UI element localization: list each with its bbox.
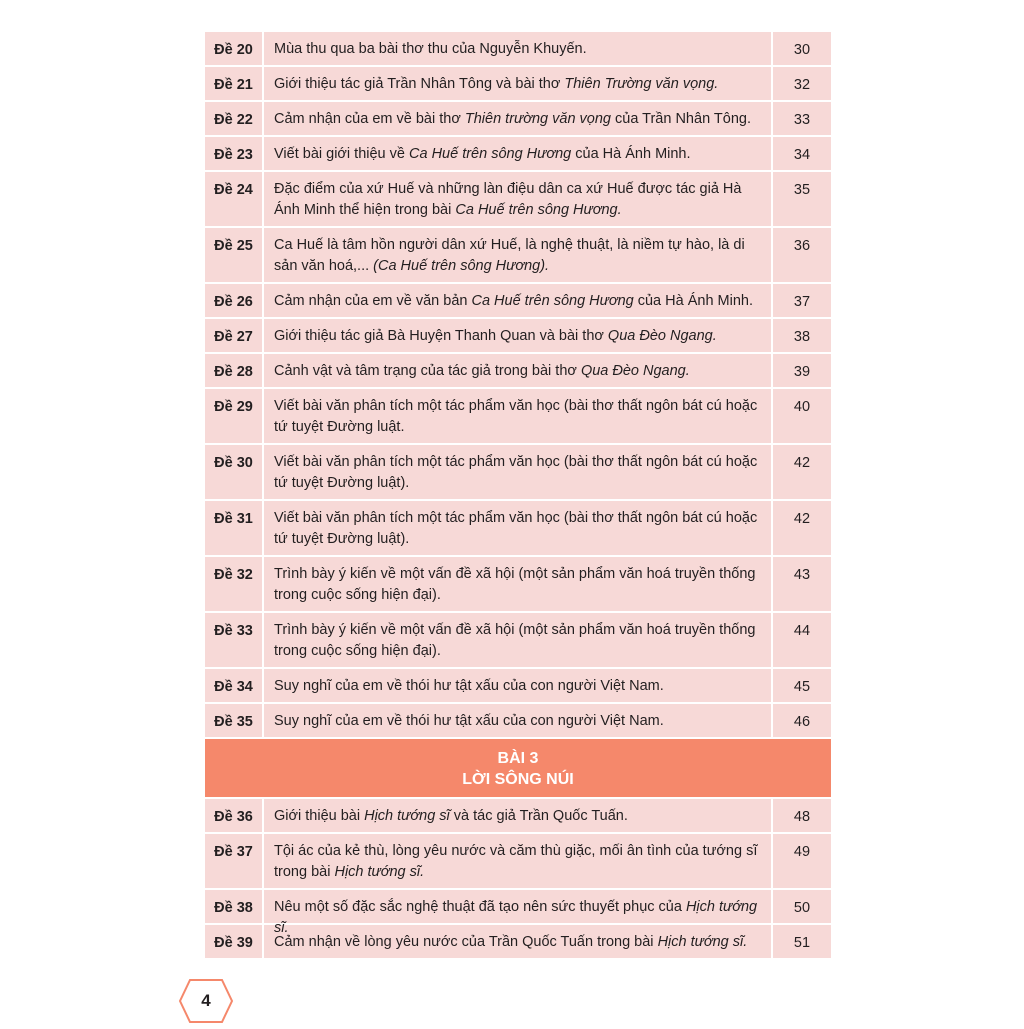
toc-row — [205, 67, 831, 102]
toc-page-number: 40 — [793, 399, 811, 415]
toc-exercise-number: Đề 21 — [214, 77, 253, 93]
toc-title — [262, 319, 773, 352]
table-of-contents — [205, 32, 831, 960]
toc-row — [205, 890, 831, 936]
toc-title-italic: Hịch tướng sĩ. — [274, 899, 758, 936]
toc-title-text: Nêu một số đặc sắc nghệ thuật đã tạo nên sức thuyết phục của — [274, 899, 686, 915]
toc-exercise-number: Đề 30 — [214, 455, 253, 471]
toc-title-italic: (Ca Huế trên sông Hương). — [373, 258, 550, 274]
toc-title — [262, 557, 773, 611]
toc-title-text: Tội ác của kẻ thù, lòng yêu nước và căm thù giặc, mối ân tình của tướng sĩ trong bài — [274, 843, 758, 880]
toc-title-text: Viết bài văn phân tích một tác phẩm văn học (bài thơ thất ngôn bát cú hoặc tứ tuyệt Đường luật. — [274, 398, 758, 435]
toc-title — [262, 228, 773, 282]
toc-title-text: Viết bài giới thiệu về — [274, 146, 409, 162]
toc-title-text: Giới thiệu bài — [274, 808, 365, 824]
toc-title-italic: Ca Huế trên sông Hương — [409, 146, 572, 162]
toc-title-italic: Hịch tướng sĩ. — [334, 864, 425, 880]
toc-row — [205, 445, 831, 501]
toc-exercise-number: Đề 35 — [214, 714, 253, 730]
toc-exercise-number: Đề 22 — [214, 112, 253, 128]
toc-title — [262, 669, 773, 702]
toc-row — [205, 557, 831, 613]
toc-row — [205, 704, 831, 739]
toc-page-number: 34 — [793, 147, 811, 163]
page-number: 4 — [201, 991, 211, 1010]
toc-exercise-number: Đề 20 — [214, 42, 253, 58]
toc-title — [262, 445, 773, 499]
toc-page-number: 39 — [793, 364, 811, 380]
toc-title — [262, 32, 773, 65]
toc-exercise-number: Đề 25 — [214, 238, 253, 254]
toc-page-number: 30 — [793, 42, 811, 58]
toc-row — [205, 613, 831, 669]
toc-title — [262, 613, 773, 667]
toc-page-number: 51 — [793, 935, 811, 951]
toc-page-number: 37 — [793, 294, 811, 310]
toc-title-italic: Ca Huế trên sông Hương — [471, 293, 634, 309]
toc-page-number: 42 — [793, 511, 811, 527]
toc-page-number: 33 — [793, 112, 811, 128]
toc-title-italic: Thiên trường văn vọng — [464, 111, 611, 127]
toc-row — [205, 669, 831, 704]
toc-title-italic: Qua Đèo Ngang. — [580, 363, 690, 379]
toc-title — [262, 67, 773, 100]
toc-page-number: 42 — [793, 455, 811, 471]
toc-title-text: Cảm nhận về lòng yêu nước của Trần Quốc Tuấn trong bài — [274, 934, 658, 950]
toc-page-number: 46 — [793, 714, 811, 730]
toc-exercise-number: Đề 33 — [214, 623, 253, 639]
section-lesson-title: LỜI SÔNG NÚI — [462, 771, 574, 788]
toc-title-text: Suy nghĩ của em về thói hư tật xấu của con người Việt Nam. — [274, 678, 664, 694]
section-lesson-number: BÀI 3 — [497, 750, 539, 767]
toc-row — [205, 319, 831, 354]
toc-row — [205, 172, 831, 228]
toc-exercise-number: Đề 36 — [214, 809, 253, 825]
toc-group-lesson-3 — [205, 799, 831, 960]
toc-row — [205, 834, 831, 890]
toc-title — [262, 354, 773, 387]
toc-title — [262, 890, 773, 936]
toc-page-number: 49 — [793, 844, 811, 860]
toc-title — [262, 102, 773, 135]
toc-title-italic: Hịch tướng sĩ — [364, 808, 450, 824]
toc-exercise-number: Đề 28 — [214, 364, 253, 380]
toc-title-text: Cảm nhận của em về văn bản — [274, 293, 472, 309]
toc-row — [205, 102, 831, 137]
toc-title-text: Trình bày ý kiến về một vấn đề xã hội (một sản phẩm văn hoá truyền thống trong cuộc sống hiện đại). — [274, 622, 756, 659]
toc-page-number: 45 — [793, 679, 811, 695]
toc-title-italic: Ca Huế trên sông Hương. — [455, 202, 622, 218]
toc-title-text: Cảm nhận của em về bài thơ — [274, 111, 465, 127]
toc-exercise-number: Đề 39 — [214, 935, 253, 951]
toc-row — [205, 32, 831, 67]
toc-row — [205, 228, 831, 284]
toc-page-number: 43 — [793, 567, 811, 583]
toc-title-text: của Trần Nhân Tông. — [610, 111, 751, 127]
toc-page-number: 36 — [793, 238, 811, 254]
toc-page-number: 35 — [793, 182, 811, 198]
toc-title-text: Trình bày ý kiến về một vấn đề xã hội (một sản phẩm văn hoá truyền thống trong cuộc sống hiện đại). — [274, 566, 756, 603]
toc-exercise-number: Đề 34 — [214, 679, 253, 695]
toc-title — [262, 834, 773, 888]
toc-page-number: 44 — [793, 623, 811, 639]
toc-title-italic: Qua Đèo Ngang. — [607, 328, 717, 344]
toc-row — [205, 354, 831, 389]
toc-title-text: Cảnh vật và tâm trạng của tác giả trong bài thơ — [274, 363, 581, 379]
toc-title-italic: Thiên Trường văn vọng. — [564, 76, 719, 92]
toc-title-text: và tác giả Trần Quốc Tuấn. — [449, 808, 628, 824]
toc-exercise-number: Đề 24 — [214, 182, 253, 198]
toc-title — [262, 799, 773, 832]
toc-title-text: Suy nghĩ của em về thói hư tật xấu của con người Việt Nam. — [274, 713, 664, 729]
toc-page-number: 50 — [793, 900, 811, 916]
toc-title — [262, 172, 773, 226]
toc-title-text: Giới thiệu tác giả Bà Huyện Thanh Quan và bài thơ — [274, 328, 608, 344]
toc-title-text: của Hà Ánh Minh. — [571, 146, 691, 162]
toc-page-number: 48 — [793, 809, 811, 825]
toc-title — [262, 704, 773, 737]
toc-row — [205, 137, 831, 172]
section-header — [205, 739, 831, 799]
toc-title-text: Mùa thu qua ba bài thơ thu của Nguyễn Khuyến. — [274, 41, 587, 57]
toc-title-italic: Hịch tướng sĩ. — [657, 934, 748, 950]
toc-title-text: Giới thiệu tác giả Trần Nhân Tông và bài thơ — [274, 76, 565, 92]
toc-exercise-number: Đề 26 — [214, 294, 253, 310]
toc-exercise-number: Đề 38 — [214, 900, 253, 916]
toc-page-number: 38 — [793, 329, 811, 345]
toc-page-number: 32 — [793, 77, 811, 93]
toc-exercise-number: Đề 27 — [214, 329, 253, 345]
toc-title — [262, 501, 773, 555]
toc-title — [262, 137, 773, 170]
toc-exercise-number: Đề 31 — [214, 511, 253, 527]
toc-title — [262, 925, 773, 958]
toc-row — [205, 501, 831, 557]
toc-title — [262, 389, 773, 443]
toc-title-text: Đặc điểm của xứ Huế và những làn điệu dân ca xứ Huế được tác giả Hà Ánh Minh thể hiện trong bài — [274, 181, 742, 218]
toc-title-text: Ca Huế là tâm hồn người dân xứ Huế, là nghệ thuật, là niềm tự hào, là di sản văn hoá,... — [274, 237, 745, 274]
toc-exercise-number: Đề 29 — [214, 399, 253, 415]
toc-title-text: của Hà Ánh Minh. — [633, 293, 754, 309]
toc-group-lesson-2 — [205, 32, 831, 739]
toc-title-text: Viết bài văn phân tích một tác phẩm văn học (bài thơ thất ngôn bát cú hoặc tứ tuyệt Đường luật). — [274, 454, 758, 491]
page-number-badge — [178, 978, 234, 1024]
toc-title — [262, 284, 773, 317]
toc-exercise-number: Đề 23 — [214, 147, 253, 163]
toc-title-text: Viết bài văn phân tích một tác phẩm văn học (bài thơ thất ngôn bát cú hoặc tứ tuyệt Đường luật). — [274, 510, 758, 547]
toc-row — [205, 799, 831, 834]
toc-row — [205, 925, 831, 960]
toc-exercise-number: Đề 32 — [214, 567, 253, 583]
toc-exercise-number: Đề 37 — [214, 844, 253, 860]
toc-row — [205, 389, 831, 445]
toc-row — [205, 284, 831, 319]
